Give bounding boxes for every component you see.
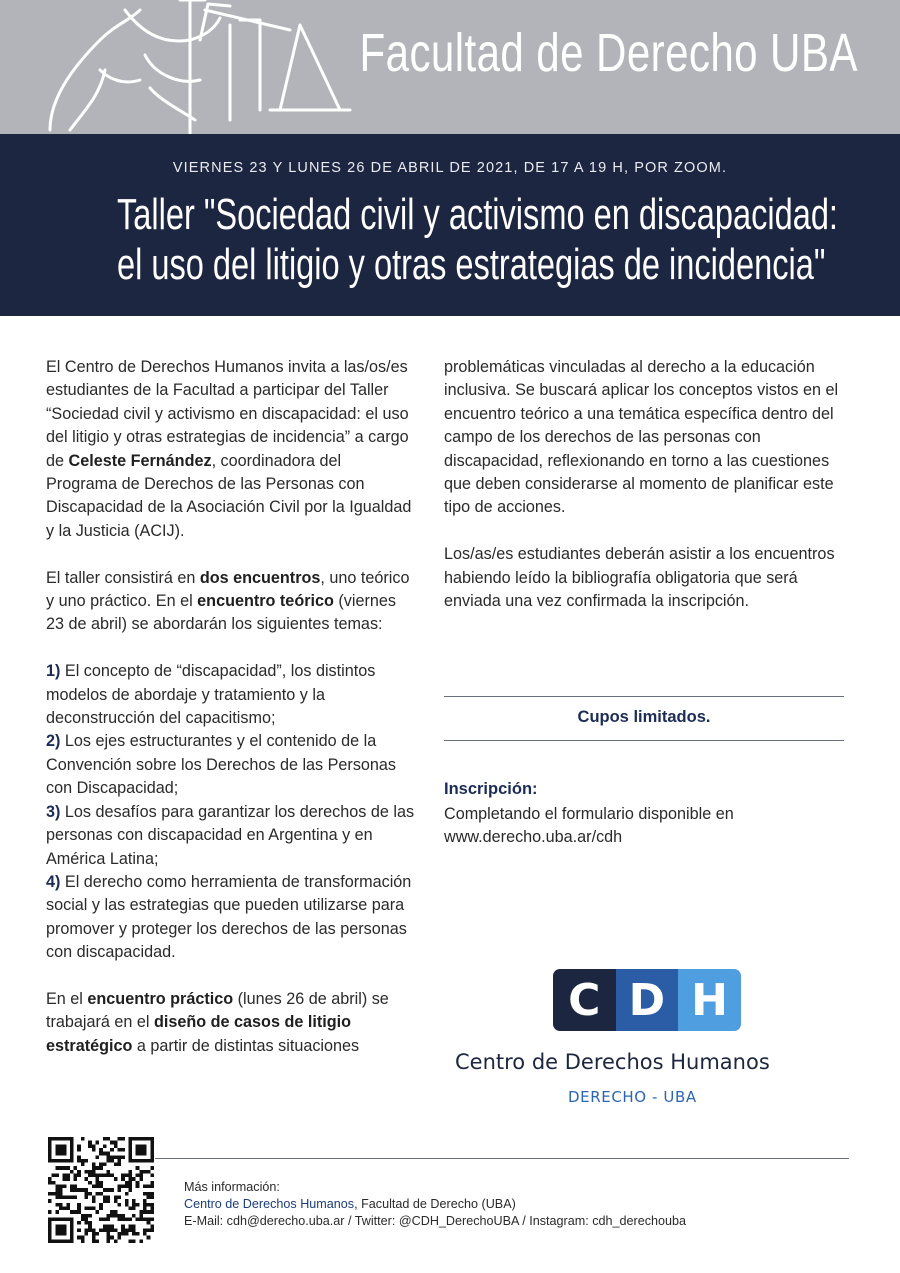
topic-text: Los ejes estructurantes y el contenido de la Convención sobre los Derechos de las Personas con Discapacidad; <box>46 732 397 798</box>
topics-list <box>46 660 416 964</box>
practical-text-a: En el <box>46 989 88 1008</box>
topic-item <box>46 803 414 868</box>
left-column <box>46 356 416 1082</box>
practical-paragraph <box>46 988 416 1058</box>
registration-heading: Inscripción: <box>444 780 538 798</box>
limited-spots-notice: Cupos limitados. <box>577 708 711 726</box>
topic-text: Los desafíos para garantizar los derechos de las personas con discapacidad en Argentina y en América Latina; <box>46 802 415 868</box>
topic-text: El derecho como herramienta de transformación social y las estrategias que pueden utilizarse para promover y proteger los derechos de las personas con discapacidad. <box>46 872 412 962</box>
intro-text-b: , coordinadora del Programa de Derechos de las Personas con Discapacidad de la Asociación Civil por la Igualdad y la Justicia (ACIJ). <box>46 451 412 540</box>
structure-text-a: El taller consistirá en <box>46 568 200 587</box>
topic-item <box>46 662 375 727</box>
structure-paragraph <box>46 567 416 637</box>
qr-code-icon[interactable] <box>48 1137 154 1243</box>
divider-bottom <box>444 740 844 741</box>
structure-text-c: , uno teórico y uno práctico. En el <box>46 568 410 611</box>
registration-instruction: Completando el formulario disponible en <box>444 805 734 823</box>
event-banner <box>0 134 900 316</box>
header-band <box>0 0 900 134</box>
topic-number: 2) <box>46 732 61 751</box>
registration-body <box>444 803 824 850</box>
event-title-line-1: Taller "Sociedad civil y activismo en discapacidad: <box>117 190 838 239</box>
justice-scales-figure-illustration <box>30 0 390 134</box>
logo-letter-c: C <box>553 969 616 1031</box>
practical-bold-encuentro: encuentro práctico <box>87 989 234 1008</box>
structure-bold-encuentros: dos encuentros <box>199 568 321 587</box>
speaker-name: Celeste Fernández <box>68 451 212 470</box>
intro-text-a: El Centro de Derechos Humanos invita a las/os/es estudiantes de la Facultad a participar del Taller “Sociedad civil y activismo en discapacidad: el uso del litigio y otras estrategias de incidencia” a cargo de <box>46 358 409 470</box>
structure-text-e: (viernes 23 de abril) se abordarán los siguientes temas: <box>46 592 396 634</box>
logo-letter-d: D <box>616 969 679 1031</box>
practical-text-c: (lunes 26 de abril) se trabajará en el <box>46 989 389 1032</box>
cdh-name: Centro de Derechos Humanos <box>455 1050 770 1074</box>
cdh-subtitle: DERECHO - UBA <box>568 1088 697 1106</box>
cdh-logo <box>553 969 741 1031</box>
topic-text: El concepto de “discapacidad”, los distintos modelos de abordaje y tratamiento y la deconstrucción del capacitismo; <box>46 662 376 728</box>
event-dateline: VIERNES 23 Y LUNES 26 DE ABRIL DE 2021, DE 17 A 19 H, POR ZOOM. <box>172 160 728 176</box>
event-title-line-2: el uso del litigio y otras estrategias de incidencia" <box>117 240 826 289</box>
topic-item <box>46 873 411 961</box>
faculty-title: Facultad de Derecho UBA <box>359 23 858 83</box>
topic-item <box>46 732 396 797</box>
practical-text-e: a partir de distintas situaciones <box>132 1036 360 1055</box>
registration-link[interactable]: www.derecho.uba.ar/cdh <box>444 828 623 847</box>
logo-letter-h: H <box>678 969 741 1031</box>
topic-number: 4) <box>46 872 61 891</box>
topic-number: 1) <box>46 662 61 681</box>
divider-top <box>444 696 844 697</box>
event-title <box>117 190 838 290</box>
footer-divider <box>155 1158 849 1159</box>
footer-info <box>184 1179 686 1230</box>
structure-bold-teorico: encuentro teórico <box>197 592 334 611</box>
right-column <box>444 356 852 637</box>
center-rest: , Facultad de Derecho (UBA) <box>354 1197 516 1211</box>
center-link[interactable]: Centro de Derechos Humanos <box>184 1197 355 1211</box>
practical-continuation: problemáticas vinculadas al derecho a la educación inclusiva. Se buscará aplicar los conceptos vistos en el encuentro teórico a una temática específica dentro del campo de los derechos de las personas con discapacidad, reflexionando en torno a las cuestiones que deben considerarse al momento de planificar este tipo de acciones. <box>444 358 839 517</box>
more-info-label: Más información: <box>184 1180 280 1194</box>
footer-center-line <box>184 1196 686 1213</box>
bibliography-paragraph: Los/as/es estudiantes deberán asistir a los encuentros habiendo leído la bibliografía obligatoria que será enviada una vez confirmada la inscripción. <box>444 545 835 611</box>
topic-number: 3) <box>46 802 61 821</box>
footer-contacts: E-Mail: cdh@derecho.uba.ar / Twitter: @CDH_DerechoUBA / Instagram: cdh_derechouba <box>184 1214 687 1228</box>
practical-bold-diseno: diseño de casos de litigio estratégico <box>46 1013 351 1055</box>
intro-paragraph <box>46 356 416 543</box>
